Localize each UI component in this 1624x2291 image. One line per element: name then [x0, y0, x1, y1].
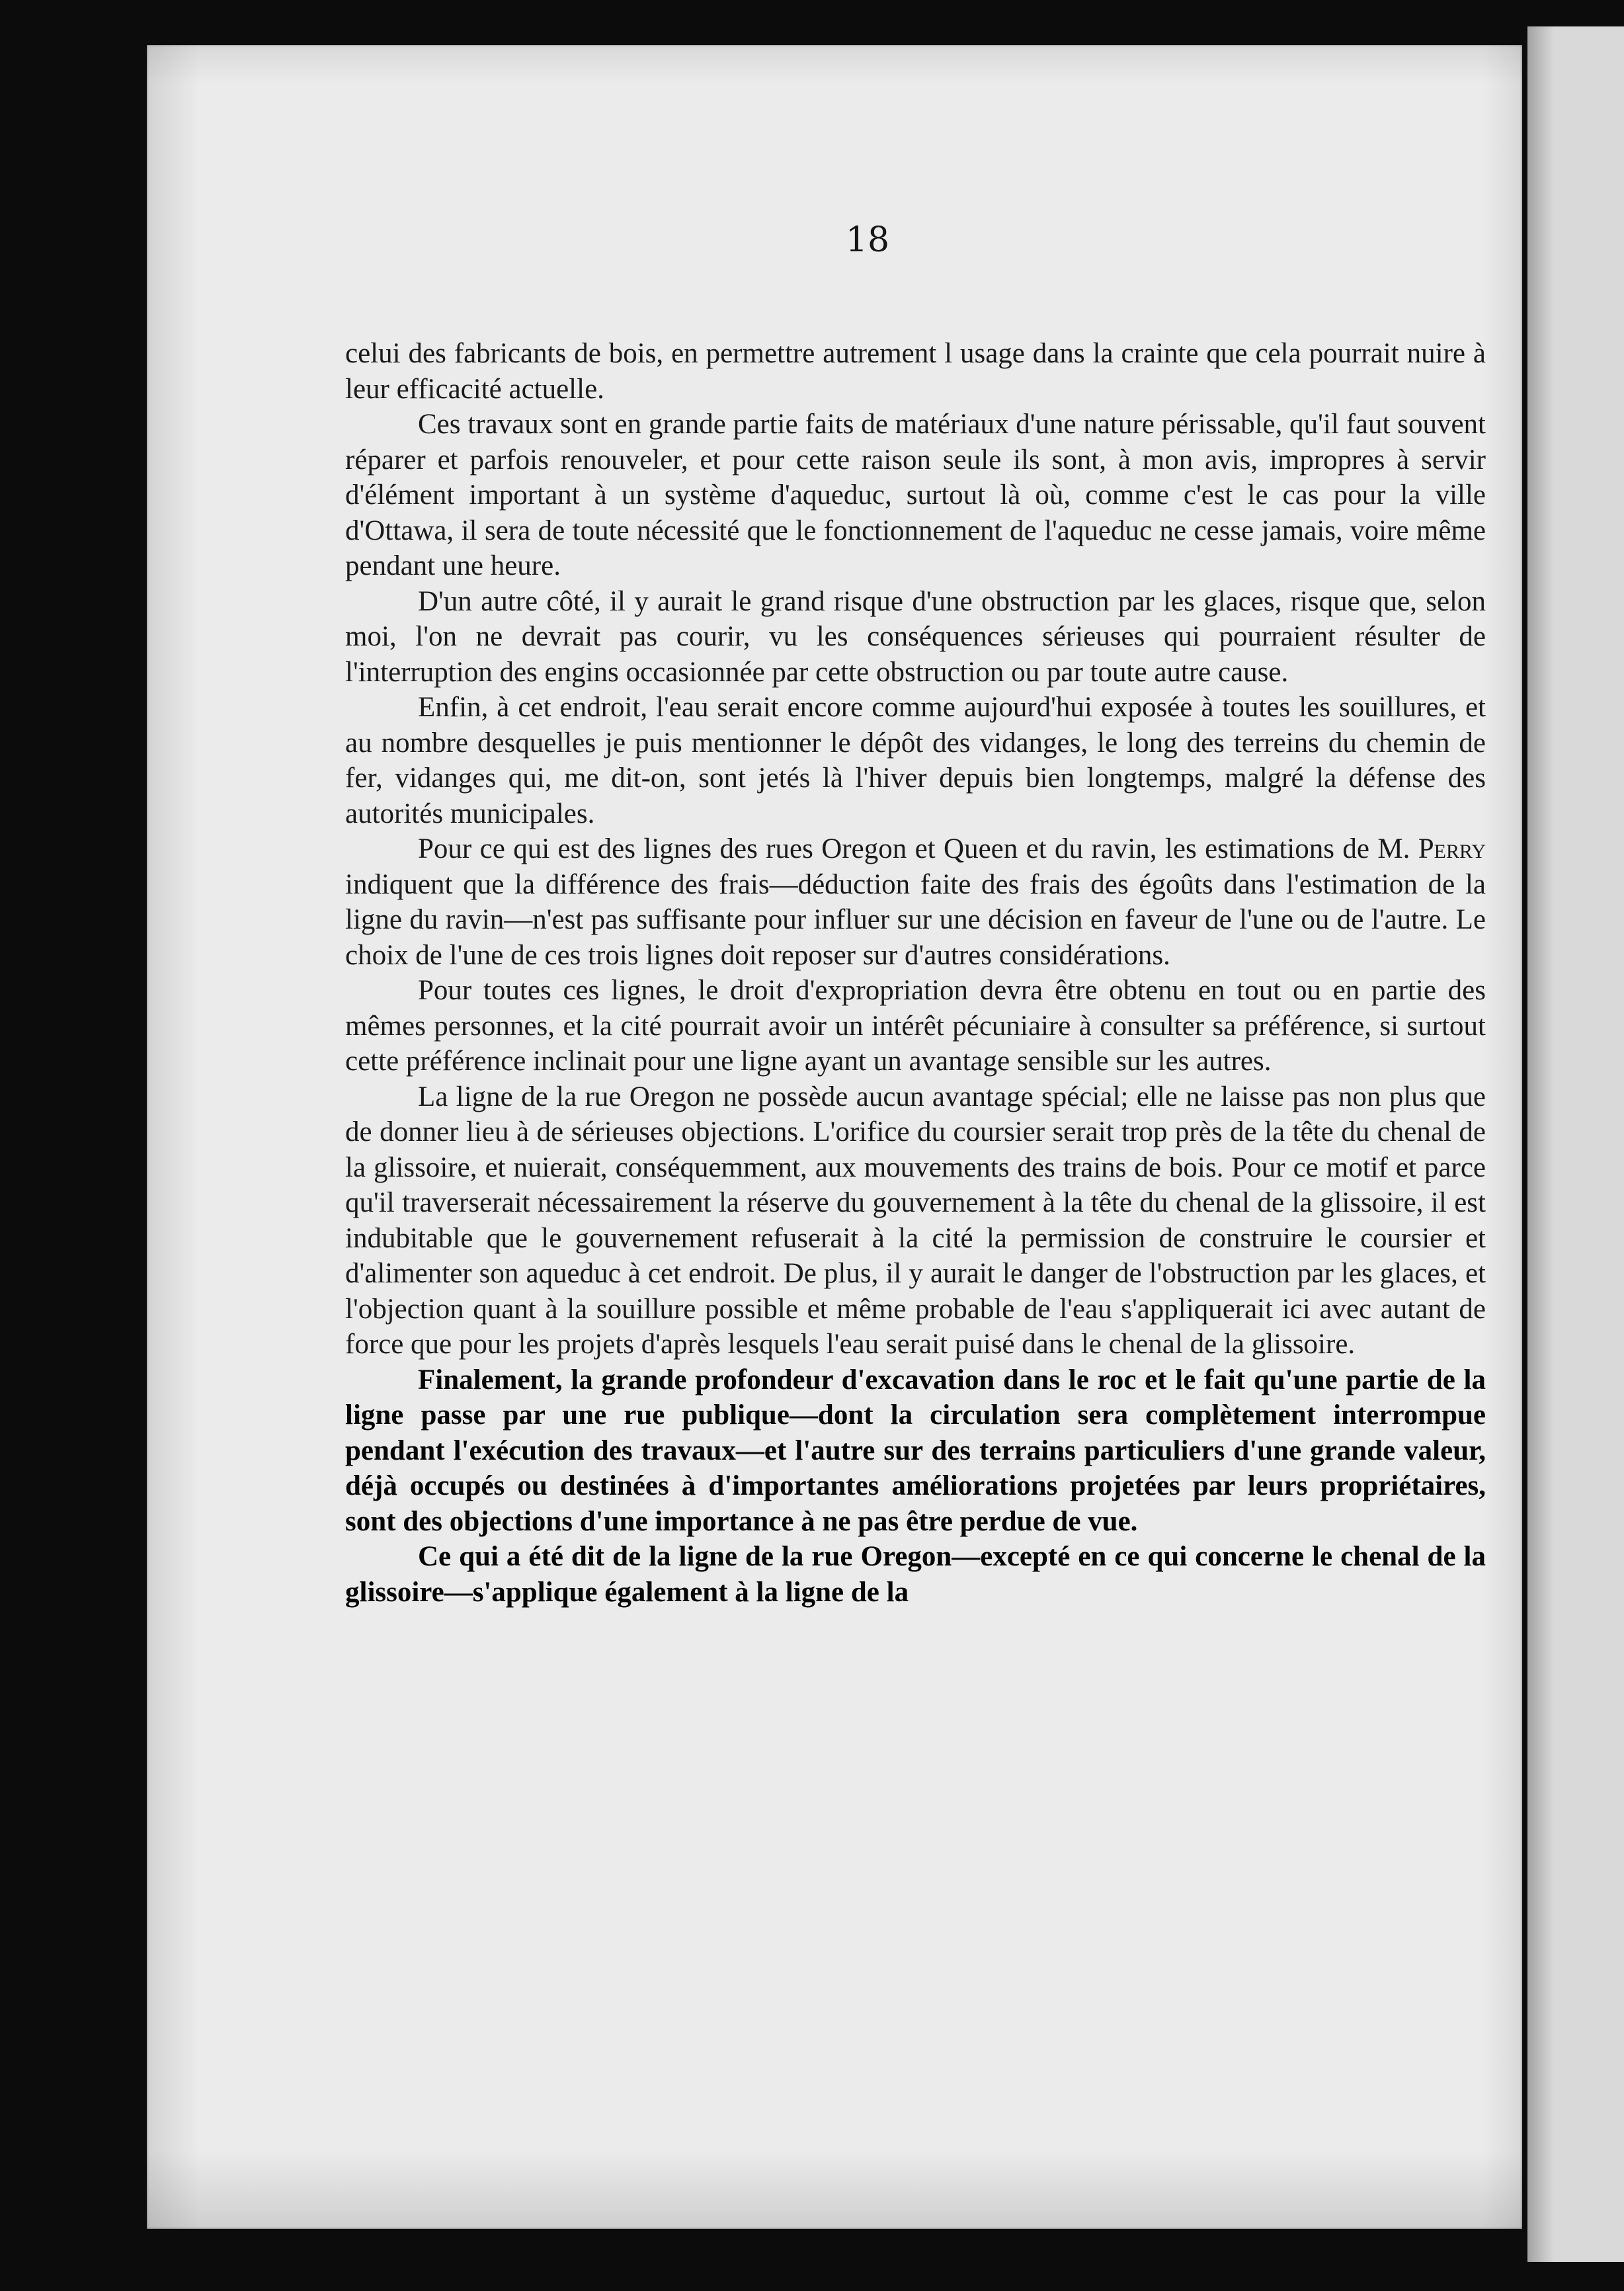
page-number: 18 [845, 220, 890, 260]
paragraph-7: La ligne de la rue Oregon ne possède aucun avantage spécial; elle ne laisse pas non plus que de donner lieu à de sérieuses objections. L'orifice du coursier serait trop près de la tête du chenal de la glissoire, et nuierait, conséquemment, aux mouvements des trains de bois. Pour ce motif et parce qu'il traverserait nécessairement la réserve du gouvernement à la tête du chenal de la glissoire, il est indubitable que le gouvernement refuserait à la cité la permission de construire le coursier et d'alimenter son aqueduc à cet endroit. De plus, il y aurait le danger de l'obstruction par les glaces, et l'objection quant à la souillure possible et même probable de l'eau s'appliquerait ici avec autant de force que pour les projets d'après lesquels l'eau serait puisé dans le chenal de la glissoire. [345, 1081, 1486, 1360]
paragraph-5-text-after: indiquent que la différence des frais—déduction faite des frais des égoûts dans l'estimation de la ligne du ravin—n'est pas suffisante pour influer sur une décision en faveur de l'une ou de l'autre. Le choix de l'une de ces trois lignes doit reposer sur d'autres considérations. [345, 868, 1486, 971]
paragraph-6: Pour toutes ces lignes, le droit d'expropriation devra être obtenu en tout ou en partie des mêmes personnes, et la cité pourrait avoir un intérêt pécuniaire à consulter sa préférence, si surtout cette préférence inclinait pour une ligne ayant un avantage sensible sur les autres. [345, 975, 1486, 1077]
adjacent-page-edge [1527, 26, 1624, 2262]
person-name-perry: Perry [1418, 833, 1486, 864]
paragraph-1: celui des fabricants de bois, en permettre autrement l usage dans la crainte que cela pourrait nuire à leur efficacité actuelle. [345, 338, 1486, 405]
document-page [147, 45, 1522, 2229]
paragraph-2: Ces travaux sont en grande partie faits de matériaux d'une nature périssable, qu'il faut souvent réparer et parfois renouveler, et pour cette raison seule ils sont, à mon avis, impropres à servir d'élément important à un système d'aqueduc, surtout là où, comme c'est le cas pour la ville d'Ottawa, il sera de toute nécessité que le fonctionnement de l'aqueduc ne cesse jamais, voire même pendant une heure. [345, 409, 1486, 581]
paragraph-4: Enfin, à cet endroit, l'eau serait encore comme aujourd'hui exposée à toutes les souillures, et au nombre desquelles je puis mentionner le dépôt des vidanges, le long des terreins du chemin de fer, vidanges qui, me dit-on, sont jetés là l'hiver depuis bien longtemps, malgré la défense des autorités municipales. [345, 692, 1486, 829]
paragraph-5 [345, 831, 1486, 973]
paragraph-3: D'un autre côté, il y aurait le grand risque d'une obstruction par les glaces, risque que, selon moi, l'on ne devrait pas courir, vu les conséquences sérieuses qui pourraient résulter de l'interruption des engins occasionnée par cette obstruction ou par toute autre cause. [345, 585, 1486, 688]
paragraph-8: Finalement, la grande profondeur d'excavation dans le roc et le fait qu'une partie de la ligne passe par une rue publique—dont la circulation sera complètement interrompue pendant l'exécution des travaux—et l'autre sur des terrains particuliers d'une grande valeur, déjà occupés ou destinées à d'importantes améliorations projetées par leurs propriétaires, sont des objections d'une importance à ne pas être perdue de vue. [345, 1364, 1486, 1537]
body-text [345, 336, 1486, 1610]
paragraph-9: Ce qui a été dit de la ligne de la rue Oregon—excepté en ce qui concerne le chenal de la glissoire—s'applique également à la ligne de la [345, 1541, 1486, 1608]
paragraph-5-text-before: Pour ce qui est des lignes des rues Oregon et Queen et du ravin, les estimations de M. [418, 833, 1418, 864]
